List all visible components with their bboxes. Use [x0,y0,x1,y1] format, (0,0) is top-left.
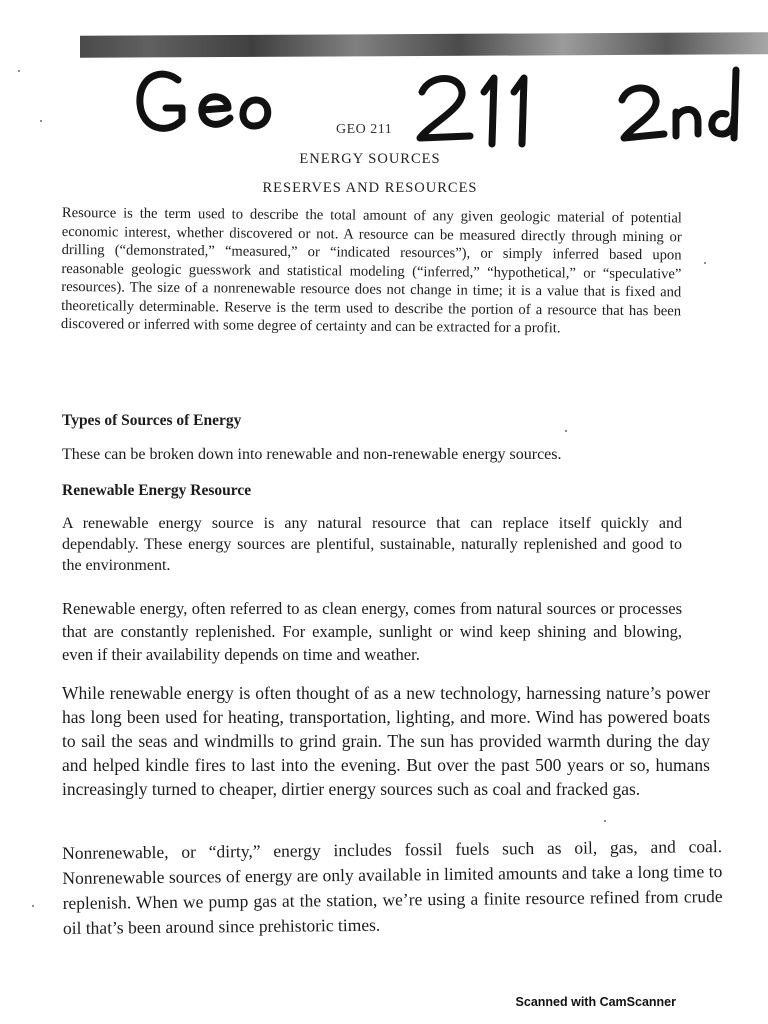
course-code: GEO 211 [336,122,393,137]
scan-speck [704,262,706,264]
types-paragraph: These can be broken down into renewable and non-renewable energy sources. [62,446,562,463]
nonrenewable-paragraph: Nonrenewable, or “dirty,” energy includes fossil fuels such as oil, gas, and coal. Nonrenewable sources of energy are only available in limited amounts and take a long time to replenish. When we pump gas at the station, we’re using a finite resource refined from crude oil that’s been around since prehistoric times. [62,836,723,938]
camscanner-watermark: Scanned with CamScanner [515,995,676,1009]
document-title: ENERGY SOURCES [299,151,441,167]
handwritten-note-drawing [130,52,750,152]
scan-speck [18,70,20,72]
scan-speck [40,120,42,122]
renewable-paragraph-1: A renewable energy source is any natural resource that can replace itself quickly and dependably. These energy sources are plentiful, sustainable, naturally replenished and good to the environment. [62,515,682,574]
section-heading-types: Types of Sources of Energy [62,412,242,429]
document-subtitle: RESERVES AND RESOURCES [262,180,478,196]
handwritten-note [130,52,750,152]
section-heading-renewable: Renewable Energy Resource [62,482,252,499]
scan-speck [565,430,567,432]
renewable-paragraph-2: Renewable energy, often referred to as clean energy, comes from natural sources or processes that are constantly replenished. For example, sunlight or wind keep shining and blowing, even if their availability depends on time and weather. [62,599,682,664]
renewable-paragraph-3: While renewable energy is often thought of as a new technology, harnessing nature’s power has long been used for heating, transportation, lighting, and more. Wind has powered boats to sail the seas and windmills to grind grain. The sun has provided warmth during the day and helped kindle fires to last into the evening. But over the past 500 years or so, humans increasingly turned to cheaper, dirtier energy sources such as coal and fracked gas. [62,683,710,799]
intro-paragraph: Resource is the term used to describe the total amount of any given geologic material of potential economic interest, whether discovered or not. A resource can be measured directly through mining or drilling (“demonstrated,” “measured,” or “indicated resources”), or simply inferred based upon reasonable geologic guesswork and statistical modeling (“inferred,” “hypothetical,” or “speculative” resources). The size of a nonrenewable resource does not change in time; it is a value that is fixed and theoretically determinable. Reserve is the term used to describe the portion of a resource that has been discovered or inferred with some degree of certainty and can be extracted for a profit. [60,204,682,337]
scan-speck [32,905,34,907]
scan-speck [604,820,606,822]
